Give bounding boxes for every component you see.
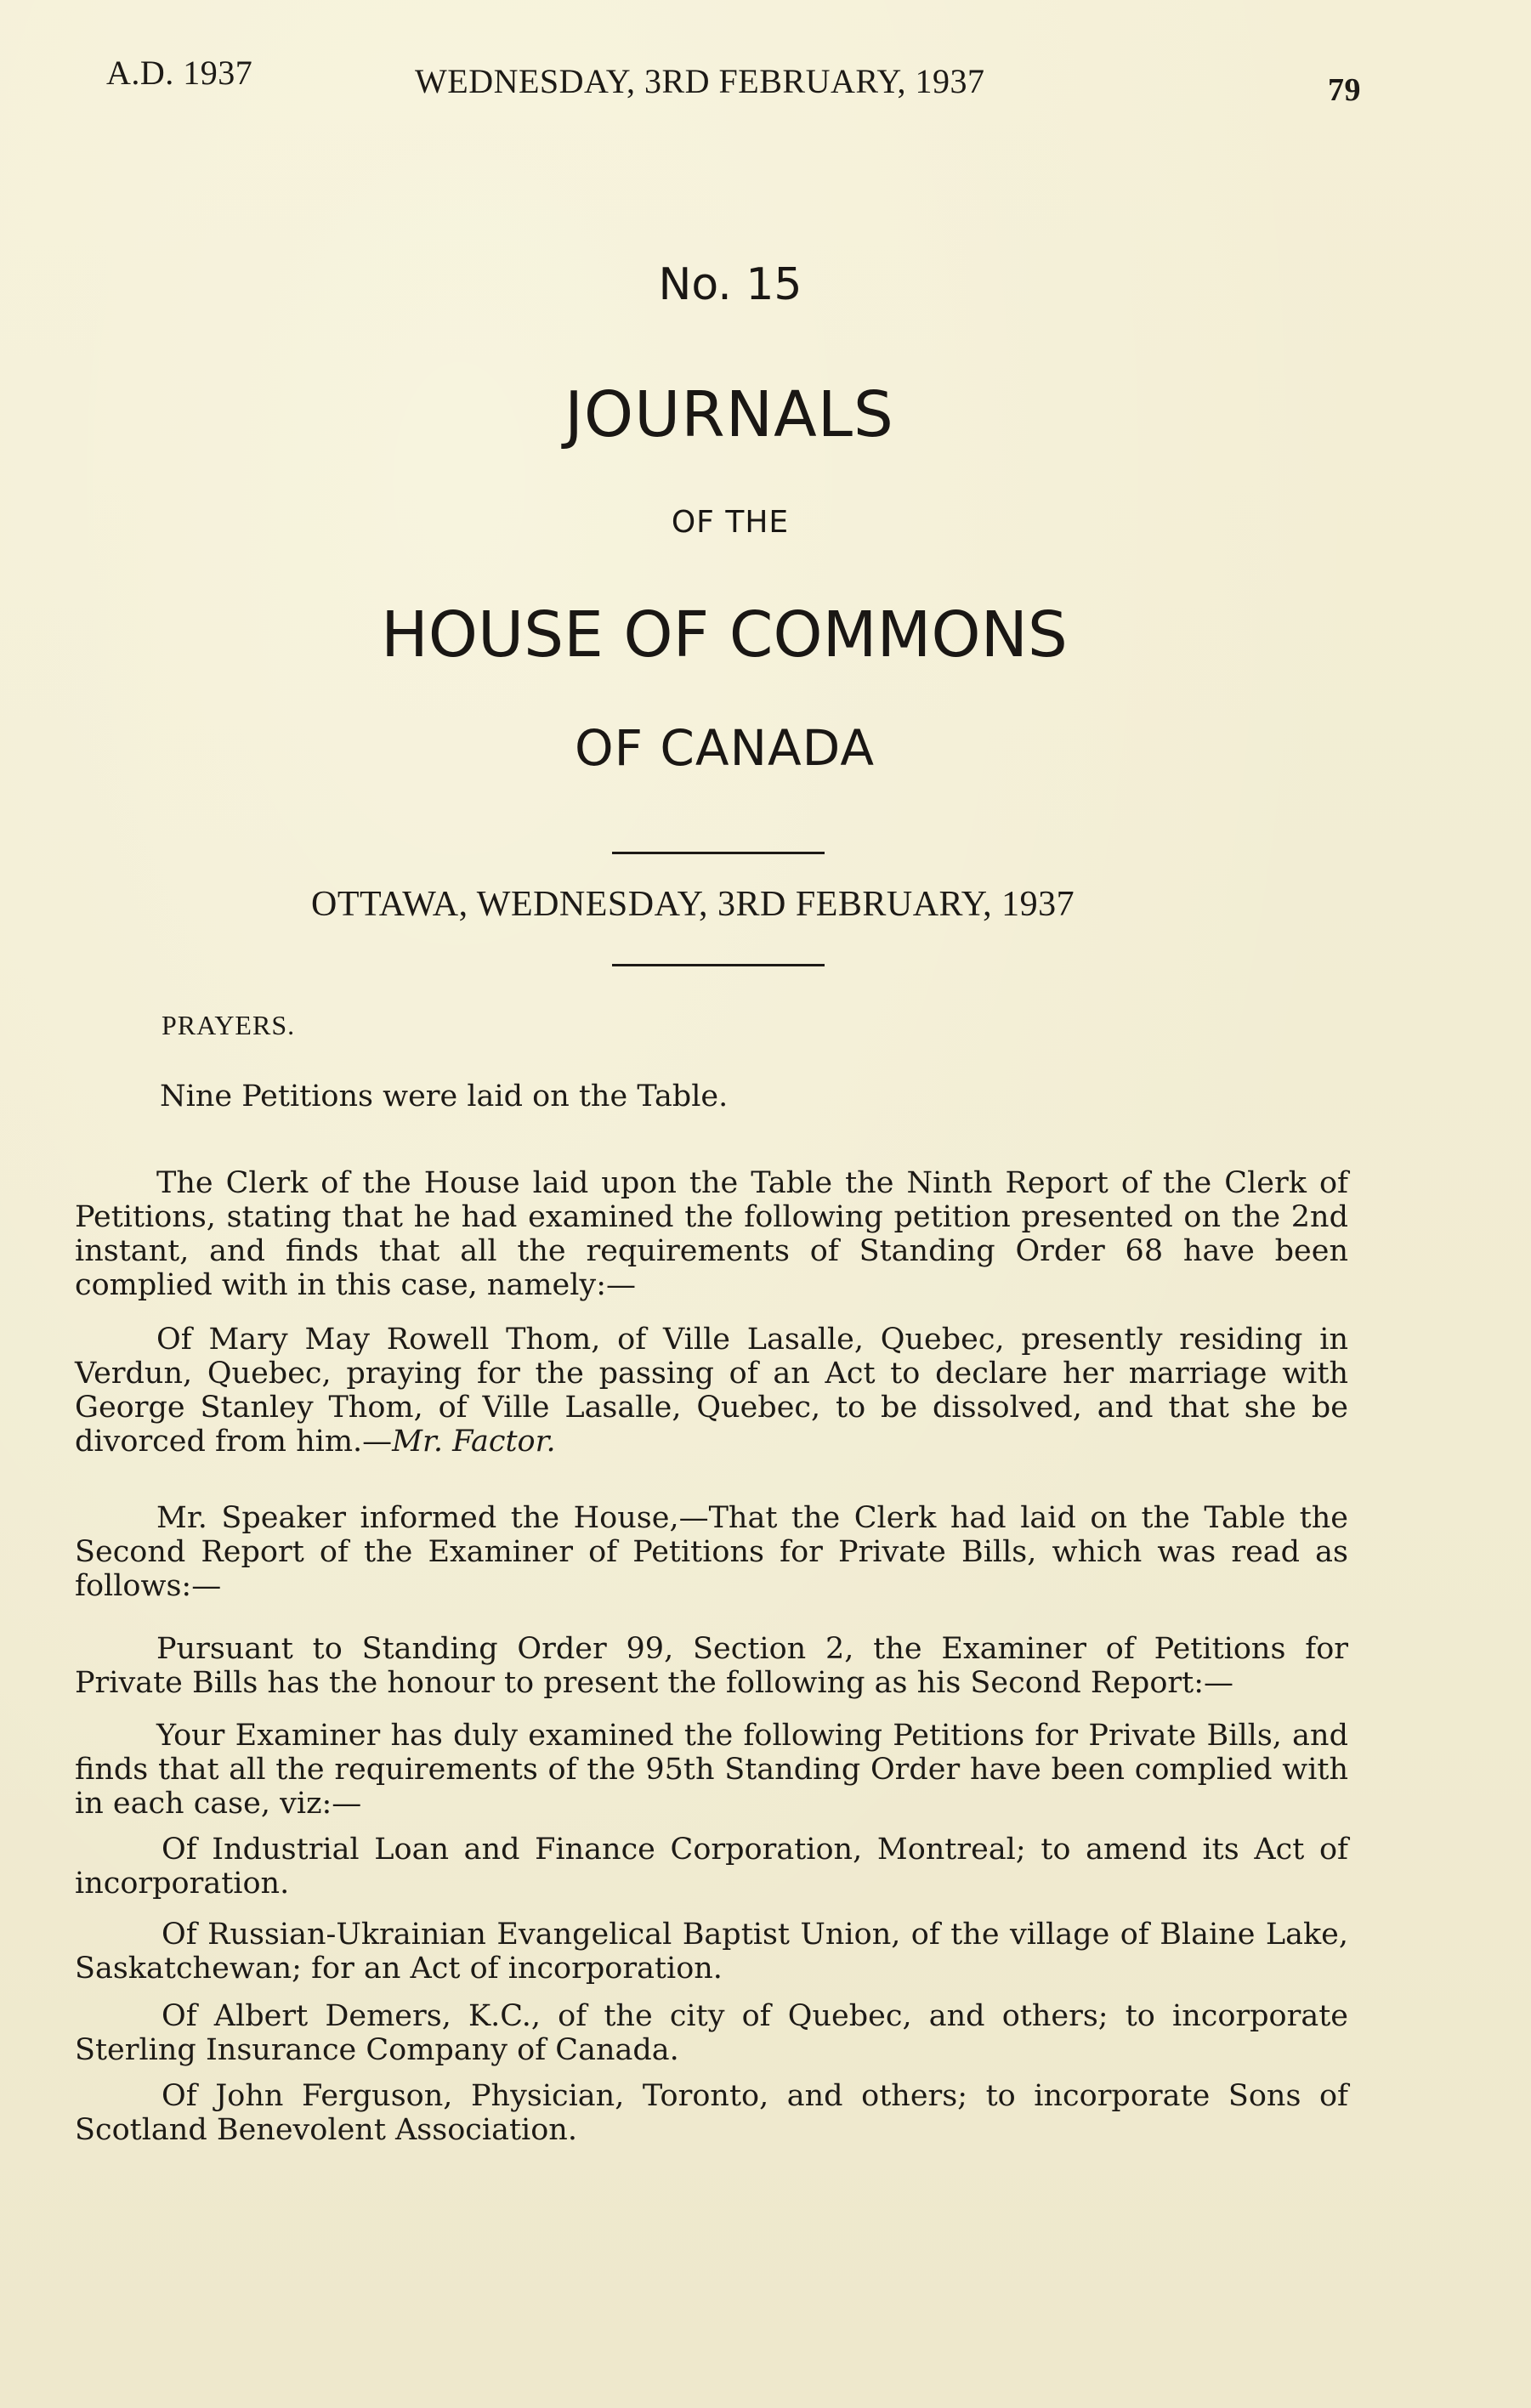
paragraph-text: Of Albert Demers, K.C., of the city of Quebec, and others; to incorporate Sterling Insurance Company of Canada. <box>75 1999 1348 2067</box>
dateline: OTTAWA, WEDNESDAY, 3RD FEBRUARY, 1937 <box>311 885 1075 924</box>
petition-item <box>75 2079 1348 2147</box>
house-title: HOUSE OF COMMONS <box>381 598 1068 671</box>
member-name: Mr. Factor. <box>392 1425 556 1459</box>
paragraph-text: Of Russian-Ukrainian Evangelical Baptist Union, of the village of Blaine Lake, Saskatchewan; for an Act of incorporation. <box>75 1918 1348 1986</box>
header-date: WEDNESDAY, 3RD FEBRUARY, 1937 <box>415 62 985 100</box>
of-the-label: OF THE <box>671 505 790 540</box>
petition-text: Of Mary May Rowell Thom, of Ville Lasalle, Quebec, presently residing in Verdun, Quebec, praying for the passing of an Act to declare her marriage with George Stanley Thom, of Ville Lasalle, Quebec, to be dissolved, and that she be divorced from him.— <box>75 1323 1348 1459</box>
paragraph-text: Of John Ferguson, Physician, Toronto, and others; to incorporate Sons of Scotland Benevolent Association. <box>75 2079 1348 2147</box>
paragraph-petitions-laid <box>75 1079 1348 1113</box>
issue-number: No. 15 <box>658 259 802 310</box>
paragraph-pursuant <box>75 1632 1348 1700</box>
paragraph-thom-petition <box>75 1323 1348 1459</box>
paragraph-text: Your Examiner has duly examined the following Petitions for Private Bills, and finds that all the requirements of the 95th Standing Order have been complied with in each case, viz:— <box>75 1719 1348 1821</box>
paragraph-clerk-report <box>75 1166 1348 1302</box>
petition-item <box>75 1833 1348 1901</box>
paragraph-speaker-informed <box>75 1501 1348 1603</box>
divider-bottom <box>612 964 825 966</box>
paragraph-examiner <box>75 1719 1348 1821</box>
petition-item <box>75 1999 1348 2067</box>
petition-item <box>75 1918 1348 1986</box>
paragraph-text: Mr. Speaker informed the House,—That the Clerk had laid on the Table the Second Report of the Examiner of Petitions for Private Bills, which was read as follows:— <box>75 1501 1348 1603</box>
journals-title: JOURNALS <box>564 378 894 451</box>
country-title: OF CANADA <box>574 719 875 777</box>
header-year: A.D. 1937 <box>106 54 253 92</box>
paragraph-text: Nine Petitions were laid on the Table. <box>160 1079 729 1113</box>
page-number: 79 <box>1328 72 1361 108</box>
paragraph-text: Pursuant to Standing Order 99, Section 2, the Examiner of Petitions for Private Bills has the honour to present the following as his Second Report:— <box>75 1632 1348 1700</box>
divider-top <box>612 852 825 854</box>
prayers-heading: PRAYERS. <box>162 1010 296 1040</box>
paragraph-text: Of Industrial Loan and Finance Corporation, Montreal; to amend its Act of incorporation. <box>75 1833 1348 1901</box>
paragraph-text: The Clerk of the House laid upon the Table the Ninth Report of the Clerk of Petitions, stating that he had examined the following petition presented on the 2nd instant, and finds that all the requirements of Standing Order 68 have been complied with in this case, namely:— <box>75 1166 1348 1302</box>
paragraph-text <box>75 1323 1348 1459</box>
